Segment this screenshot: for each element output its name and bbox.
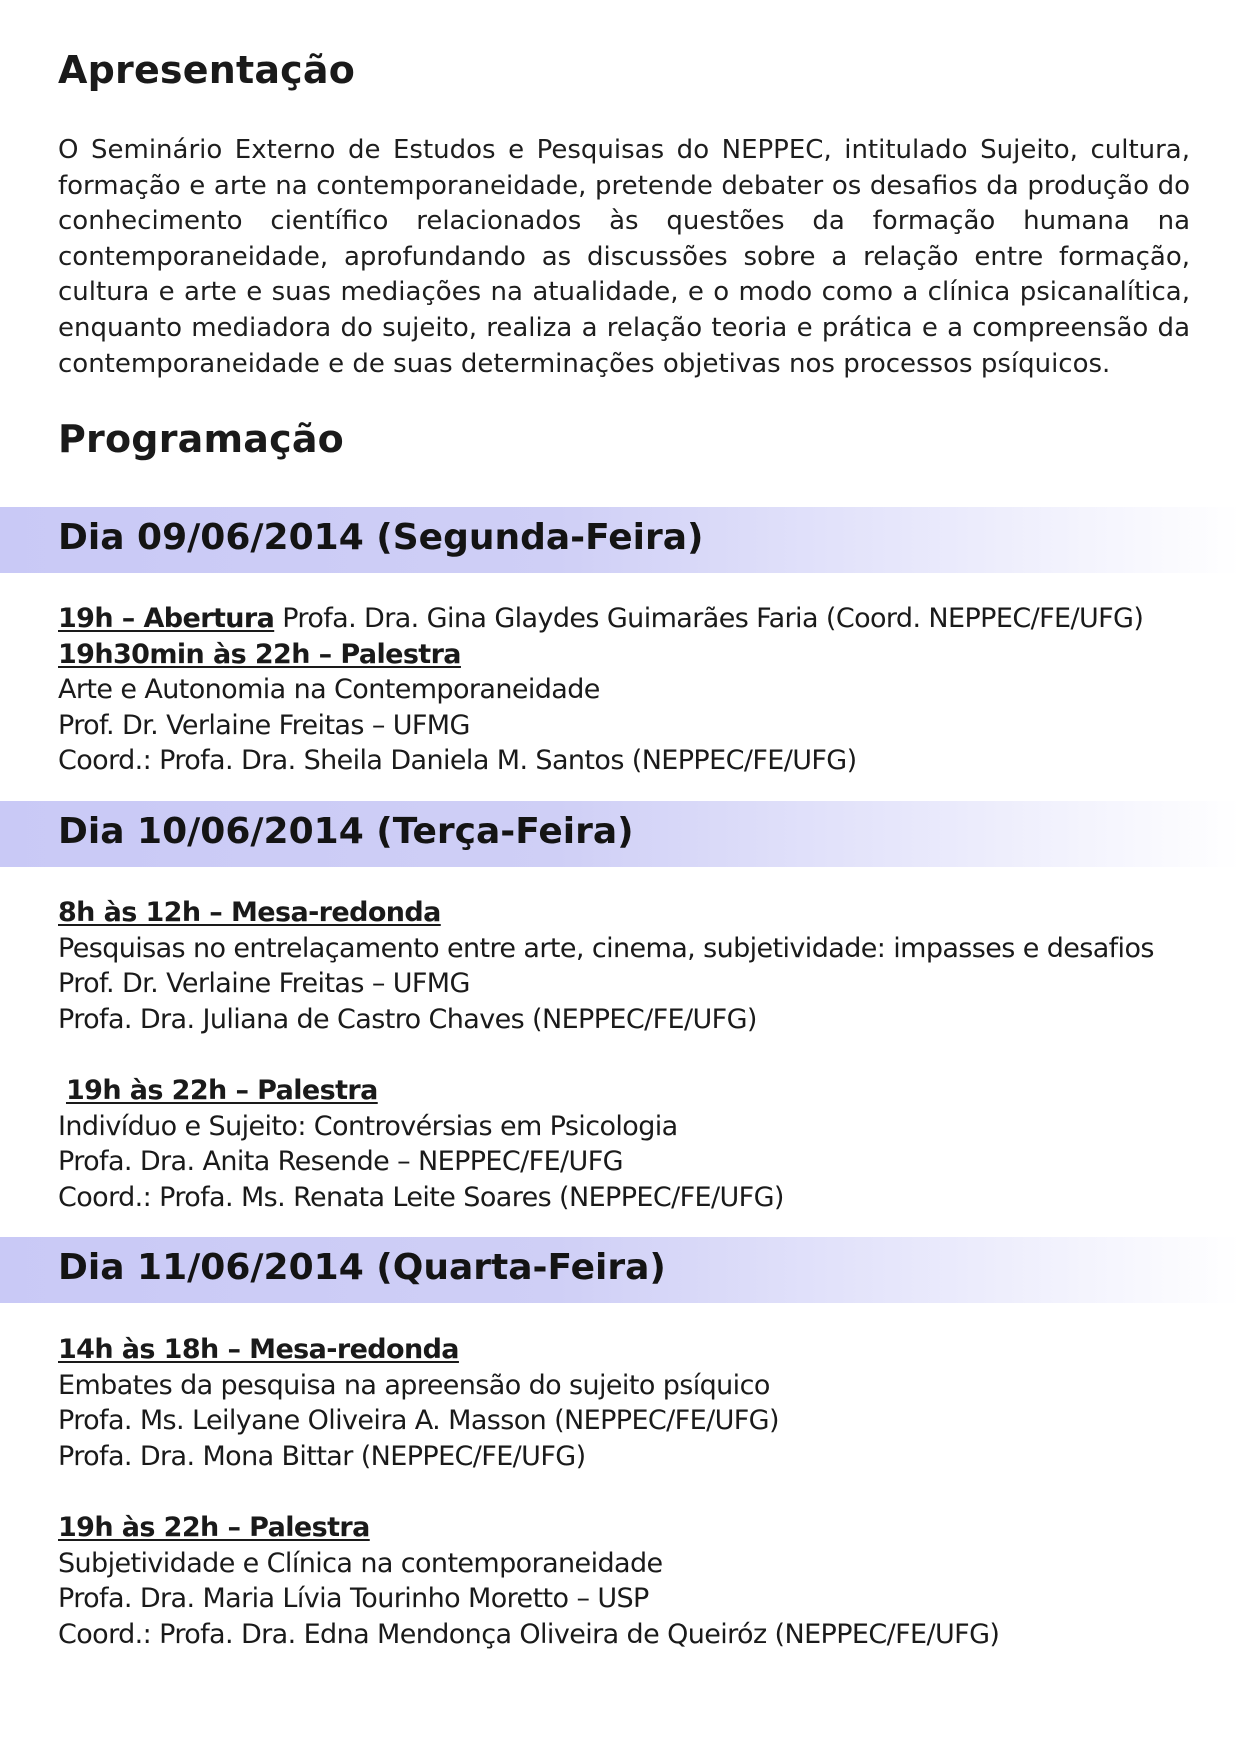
- day-header-band: [0, 507, 1240, 573]
- event-speaker: Prof. Dr. Verlaine Freitas – UFMG: [58, 968, 470, 1000]
- event-line-opening: [58, 601, 1198, 637]
- section-title-apresentacao: Apresentação: [58, 48, 356, 92]
- event-time: 14h às 18h – Mesa-redonda: [58, 1334, 459, 1365]
- event-time: 19h – Abertura: [58, 603, 275, 634]
- event-block: [58, 601, 1198, 779]
- event-coordinator: Coord.: Profa. Ms. Renata Leite Soares (NEPPEC/FE/UFG): [58, 1181, 784, 1213]
- day-header-band: [0, 801, 1240, 867]
- day-title: Dia 11/06/2014 (Quarta-Feira): [58, 1247, 666, 1288]
- event-speaker: Profa. Ms. Leilyane Oliveira A. Masson (NEPPEC/FE/UFG): [58, 1405, 779, 1437]
- event-speaker: Prof. Dr. Verlaine Freitas – UFMG: [58, 709, 470, 741]
- event-talk-title: Indivíduo e Sujeito: Controvérsias em Psicologia: [58, 1110, 678, 1142]
- event-time: 19h às 22h – Palestra: [58, 1512, 370, 1543]
- event-time: 19h30min às 22h – Palestra: [58, 638, 461, 670]
- intro-paragraph: O Seminário Externo de Estudos e Pesquisas do NEPPEC, intitulado Sujeito, cultura, formação e arte na contemporaneidade, pretende debater os desafios da produção do conhecimento científico relacionados às questões da formação humana na contemporaneidade, aprofundando as discussões sobre a relação entre formação, cultura e arte e suas mediações na atualidade, e o modo como a clínica psicanalítica, enquanto mediadora do sujeito, realiza a relação teoria e prática e a compreensão da contemporaneidade e de suas determinações objetivas nos processos psíquicos.: [58, 135, 1190, 379]
- event-block: [58, 1510, 1198, 1652]
- day-title: Dia 09/06/2014 (Segunda-Feira): [58, 517, 704, 558]
- section-title-programacao: Programação: [58, 417, 344, 461]
- event-block: [58, 1073, 1198, 1215]
- event-inline-text: Profa. Dra. Gina Glaydes Guimarães Faria (Coord. NEPPEC/FE/UFG): [274, 603, 1144, 634]
- event-coordinator: Coord.: Profa. Dra. Edna Mendonça Oliveira de Queiróz (NEPPEC/FE/UFG): [58, 1618, 1000, 1650]
- event-talk-title: Arte e Autonomia na Contemporaneidade: [58, 674, 600, 706]
- event-talk-title: Subjetividade e Clínica na contemporaneidade: [58, 1547, 663, 1579]
- event-coordinator: Coord.: Profa. Dra. Sheila Daniela M. Santos (NEPPEC/FE/UFG): [58, 745, 857, 777]
- day-header-band: [0, 1237, 1240, 1303]
- event-speaker: Profa. Dra. Mona Bittar (NEPPEC/FE/UFG): [58, 1440, 586, 1472]
- event-time: 8h às 12h – Mesa-redonda: [58, 897, 441, 928]
- event-talk-title: Embates da pesquisa na apreensão do sujeito psíquico: [58, 1369, 770, 1401]
- day-title: Dia 10/06/2014 (Terça-Feira): [58, 811, 634, 852]
- event-speaker: Profa. Dra. Anita Resende – NEPPEC/FE/UFG: [58, 1146, 623, 1178]
- event-speaker: Profa. Dra. Maria Lívia Tourinho Moretto – USP: [58, 1583, 649, 1615]
- event-time-line: [58, 1073, 1198, 1109]
- event-talk-title: Pesquisas no entrelaçamento entre arte, cinema, subjetividade: impasses e desafios: [58, 932, 1154, 964]
- event-block: [58, 1332, 1198, 1474]
- event-speaker: Profa. Dra. Juliana de Castro Chaves (NEPPEC/FE/UFG): [58, 1003, 757, 1035]
- event-block: [58, 895, 1198, 1037]
- event-time: 19h às 22h – Palestra: [65, 1075, 378, 1106]
